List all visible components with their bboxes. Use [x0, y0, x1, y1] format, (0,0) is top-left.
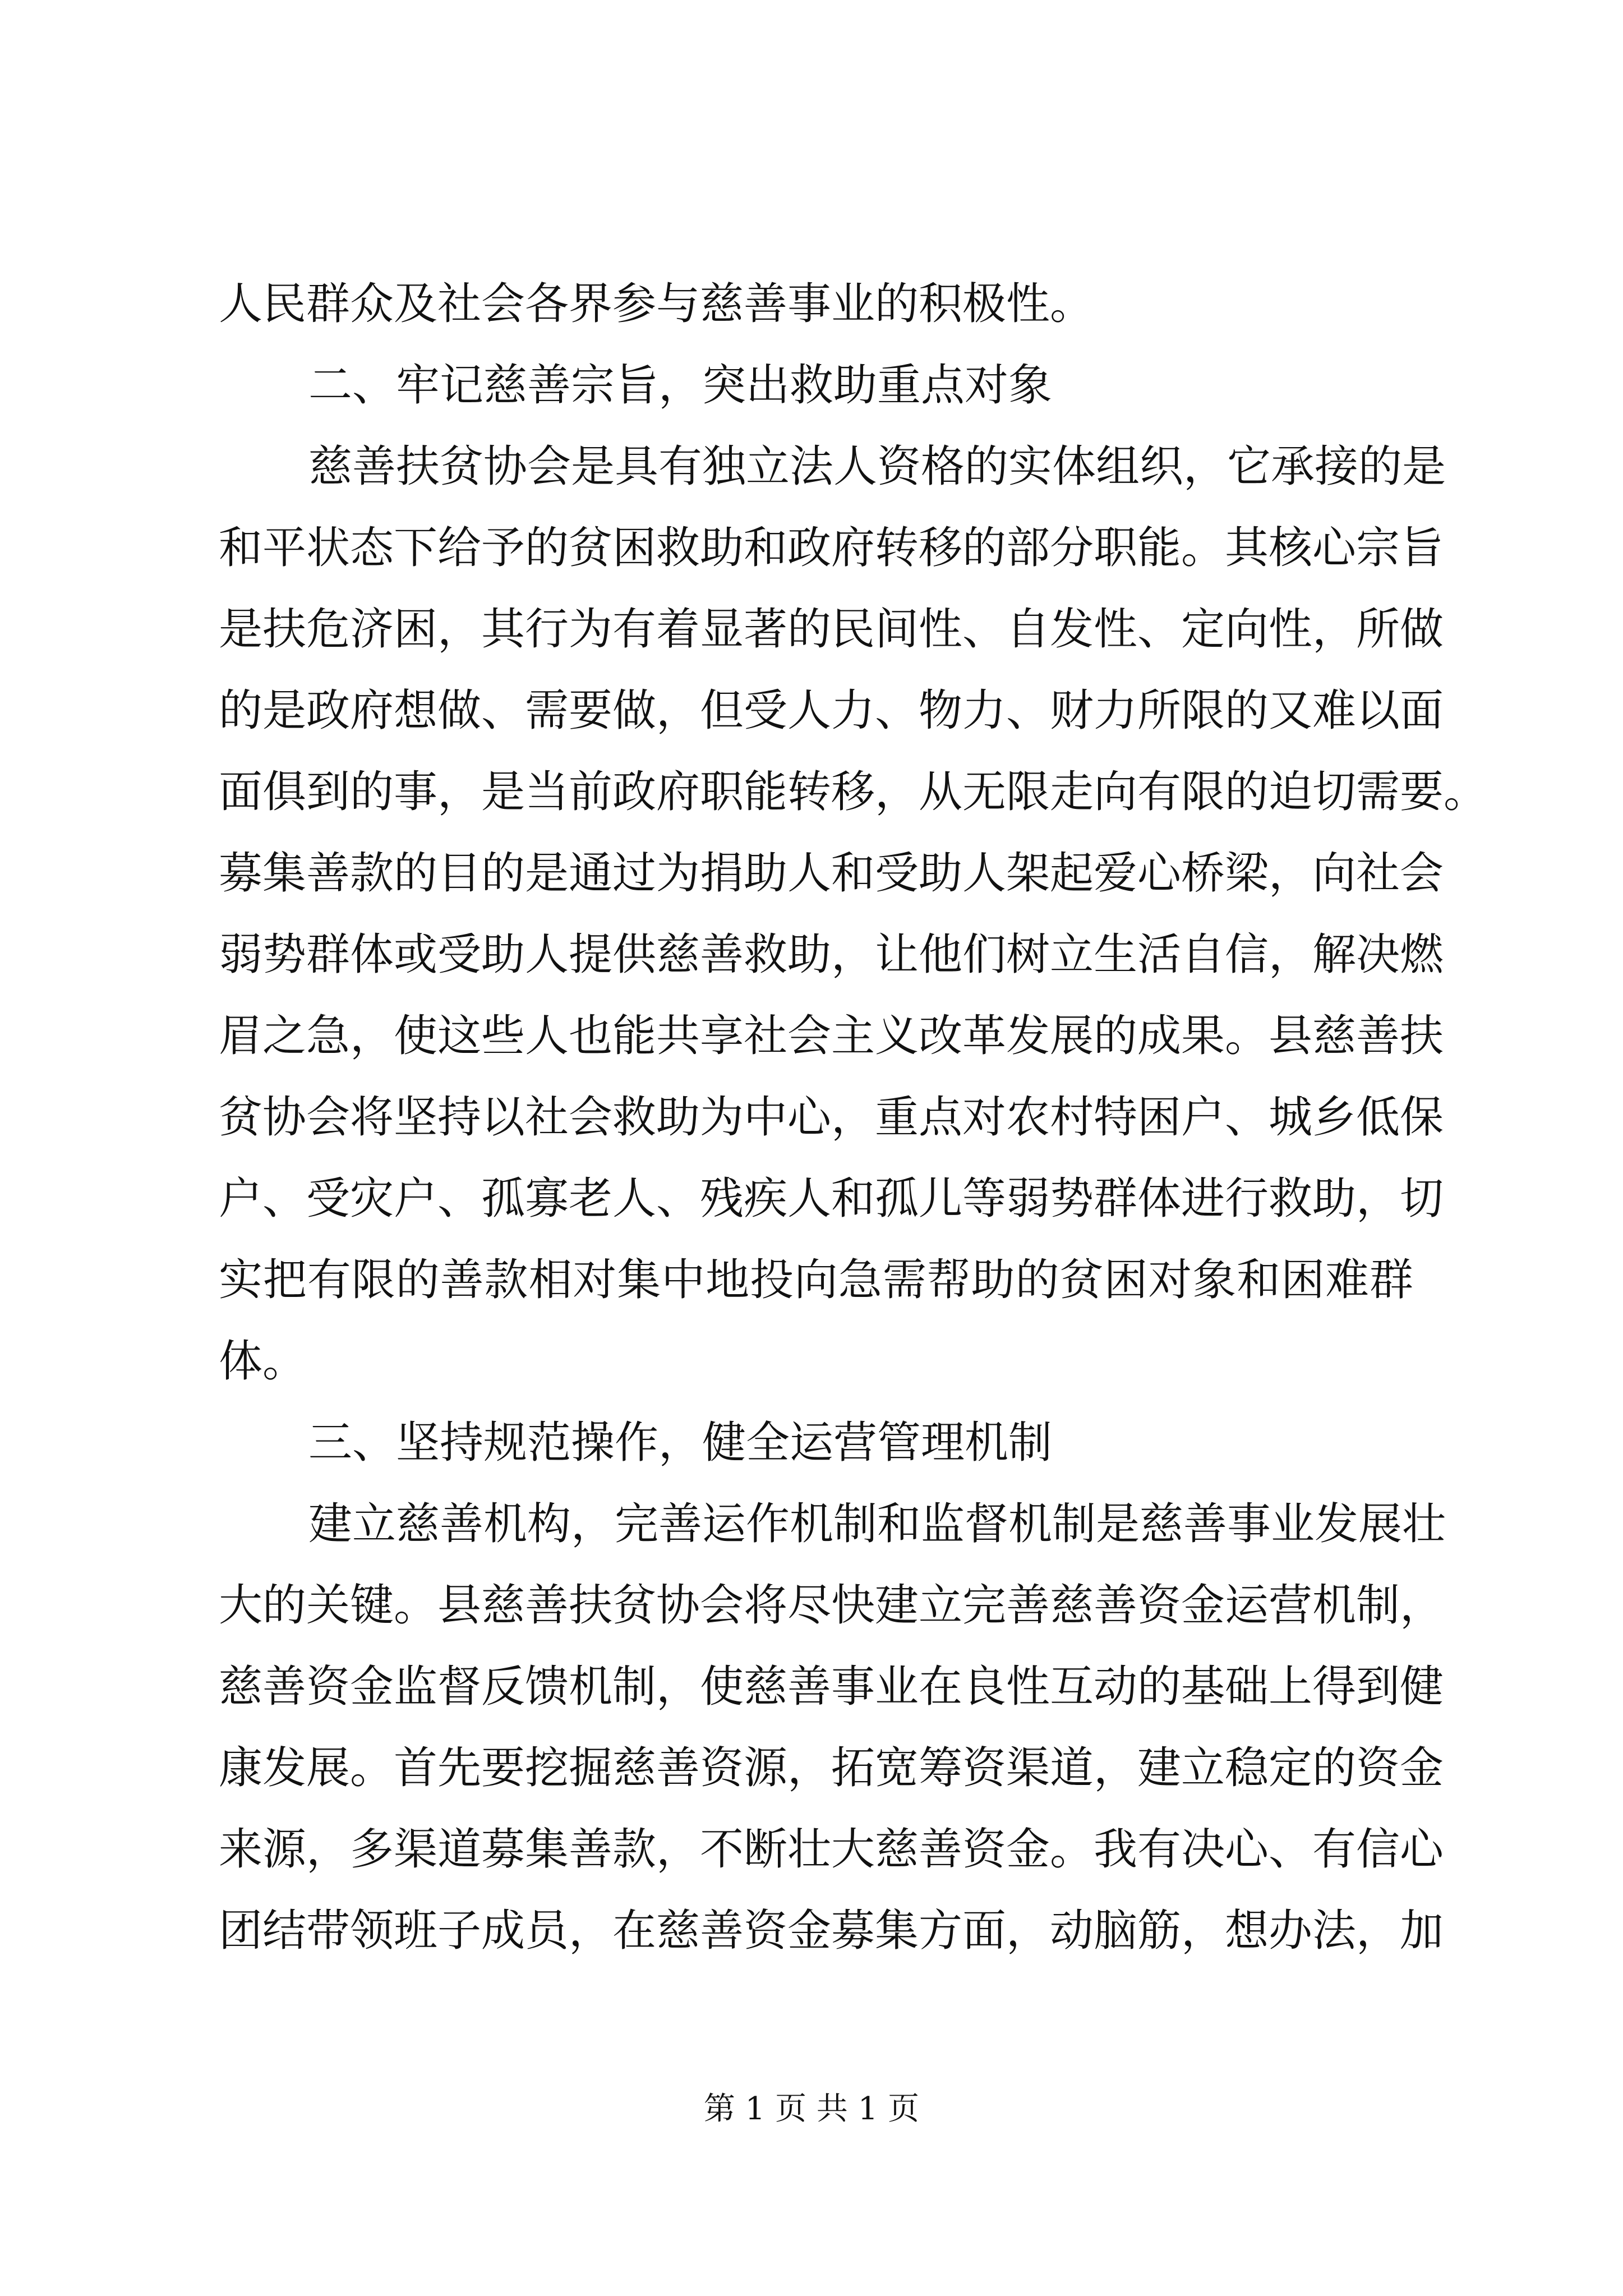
body-line: 户、受灾户、孤寡老人、残疾人和孤儿等弱势群体进行救助，切 [219, 1174, 1444, 1224]
body-line: 人民群众及社会各界参与慈善事业的积极性。 [219, 279, 1094, 329]
body-line: 的是政府想做、需要做，但受人力、物力、财力所限的又难以面 [219, 685, 1444, 736]
page-number-footer: 第 1 页 共 1 页 [703, 2091, 920, 2127]
document-body [219, 264, 1488, 1972]
body-line: 建立慈善机构，完善运作机制和监督机制是慈善事业发展壮 [308, 1499, 1446, 1549]
body-line: 体。 [219, 1336, 307, 1387]
body-line: 弱势群体或受助人提供慈善救助，让他们树立生活自信，解决燃 [219, 930, 1444, 980]
body-line: 慈善资金监督反馈机制，使慈善事业在良性互动的基础上得到健 [219, 1662, 1444, 1712]
section-heading: 二、牢记慈善宗旨，突出救助重点对象 [308, 360, 1053, 411]
body-line: 来源，多渠道募集善款，不断壮大慈善资金。我有决心、有信心 [219, 1824, 1444, 1875]
body-line: 团结带领班子成员，在慈善资金募集方面，动脑筋，想办法，加 [219, 1906, 1444, 1956]
body-line: 大的关键。县慈善扶贫协会将尽快建立完善慈善资金运营机制， [219, 1580, 1444, 1631]
body-line: 是扶危济困，其行为有着显著的民间性、自发性、定向性，所做 [219, 604, 1444, 655]
body-line: 康发展。首先要挖掘慈善资源，拓宽筹资渠道，建立稳定的资金 [219, 1743, 1444, 1793]
body-line: 慈善扶贫协会是具有独立法人资格的实体组织，它承接的是 [308, 441, 1446, 492]
body-line: 贫协会将坚持以社会救助为中心，重点对农村特困户、城乡低保 [219, 1092, 1444, 1143]
section-heading: 三、坚持规范操作，健全运营管理机制 [308, 1418, 1053, 1468]
body-line: 实把有限的善款相对集中地投向急需帮助的贫困对象和困难群 [219, 1255, 1413, 1305]
body-line: 募集善款的目的是通过为捐助人和受助人架起爱心桥梁，向社会 [219, 848, 1444, 899]
body-line: 和平状态下给予的贫困救助和政府转移的部分职能。其核心宗旨 [219, 523, 1444, 573]
body-line: 眉之急，使这些人也能共享社会主义改革发展的成果。县慈善扶 [219, 1011, 1444, 1061]
body-line: 面俱到的事，是当前政府职能转移，从无限走向有限的迫切需要。 [219, 767, 1488, 817]
